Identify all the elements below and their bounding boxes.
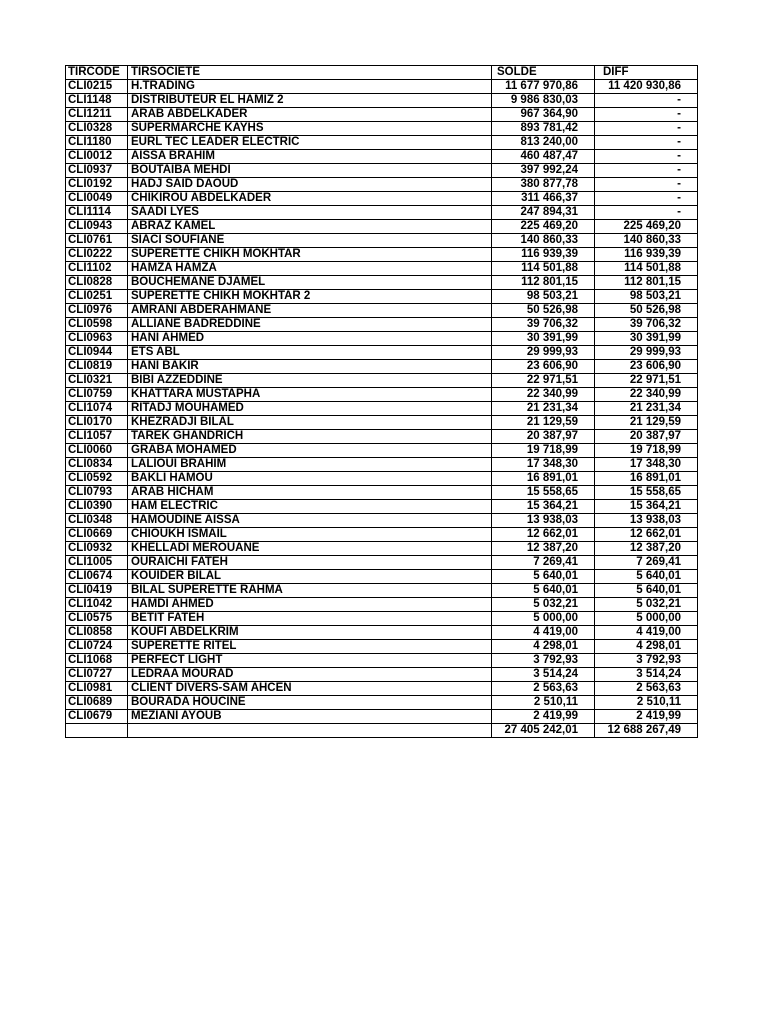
cell-solde: 17 348,30 xyxy=(492,458,595,472)
cell-name: GRABA MOHAMED xyxy=(128,444,492,458)
cell-solde: 19 718,99 xyxy=(492,444,595,458)
cell-solde: 11 677 970,86 xyxy=(492,80,595,94)
cell-solde: 4 298,01 xyxy=(492,640,595,654)
cell-diff: - xyxy=(595,206,698,220)
cell-solde: 114 501,88 xyxy=(492,262,595,276)
table-row xyxy=(66,206,698,220)
cell-name: ARAB HICHAM xyxy=(128,486,492,500)
cell-diff: - xyxy=(595,136,698,150)
cell-name: OURAICHI FATEH xyxy=(128,556,492,570)
cell-solde: 116 939,39 xyxy=(492,248,595,262)
cell-diff: 22 340,99 xyxy=(595,388,698,402)
cell-name: BIBI AZZEDDINE xyxy=(128,374,492,388)
cell-solde: 2 510,11 xyxy=(492,696,595,710)
cell-diff: 7 269,41 xyxy=(595,556,698,570)
table-row xyxy=(66,710,698,724)
cell-name: HAMDI AHMED xyxy=(128,598,492,612)
cell-code: CLI0321 xyxy=(66,374,128,388)
table-row xyxy=(66,248,698,262)
cell-code: CLI0937 xyxy=(66,164,128,178)
cell-diff: 12 662,01 xyxy=(595,528,698,542)
cell-diff: 116 939,39 xyxy=(595,248,698,262)
cell-diff: 21 129,59 xyxy=(595,416,698,430)
header-name: TIRSOCIETE xyxy=(128,66,492,80)
cell-name: CHIKIROU ABDELKADER xyxy=(128,192,492,206)
cell-name: HANI BAKIR xyxy=(128,360,492,374)
cell-code: CLI0689 xyxy=(66,696,128,710)
cell-diff: 98 503,21 xyxy=(595,290,698,304)
cell-solde: 30 391,99 xyxy=(492,332,595,346)
cell-name: CHIOUKH ISMAIL xyxy=(128,528,492,542)
cell-name: HAM ELECTRIC xyxy=(128,500,492,514)
cell-diff: 17 348,30 xyxy=(595,458,698,472)
table-row xyxy=(66,290,698,304)
cell-diff: - xyxy=(595,94,698,108)
table-row xyxy=(66,262,698,276)
cell-code: CLI0674 xyxy=(66,570,128,584)
cell-name: KOUFI ABDELKRIM xyxy=(128,626,492,640)
table-row xyxy=(66,416,698,430)
cell-code: CLI1114 xyxy=(66,206,128,220)
cell-name: SUPERMARCHE KAYHS xyxy=(128,122,492,136)
cell-name: BETIT FATEH xyxy=(128,612,492,626)
cell-solde: 12 662,01 xyxy=(492,528,595,542)
cell-diff: 4 298,01 xyxy=(595,640,698,654)
cell-name: SIACI SOUFIANE xyxy=(128,234,492,248)
cell-diff: 225 469,20 xyxy=(595,220,698,234)
cell-solde: 813 240,00 xyxy=(492,136,595,150)
table-row xyxy=(66,220,698,234)
table-row xyxy=(66,276,698,290)
cell-solde: 225 469,20 xyxy=(492,220,595,234)
cell-code: CLI0170 xyxy=(66,416,128,430)
cell-diff: 30 391,99 xyxy=(595,332,698,346)
cell-solde: 5 640,01 xyxy=(492,584,595,598)
cell-diff: 114 501,88 xyxy=(595,262,698,276)
cell-solde: 29 999,93 xyxy=(492,346,595,360)
table-row xyxy=(66,500,698,514)
cell-code: CLI0419 xyxy=(66,584,128,598)
table-row xyxy=(66,318,698,332)
cell-code: CLI0192 xyxy=(66,178,128,192)
table-row xyxy=(66,304,698,318)
cell-name: KHATTARA MUSTAPHA xyxy=(128,388,492,402)
cell-code: CLI0328 xyxy=(66,122,128,136)
cell-solde: 98 503,21 xyxy=(492,290,595,304)
cell-diff: 3 792,93 xyxy=(595,654,698,668)
cell-code: CLI0060 xyxy=(66,444,128,458)
cell-diff: 5 000,00 xyxy=(595,612,698,626)
cell-name: LEDRAA MOURAD xyxy=(128,668,492,682)
cell-name: DISTRIBUTEUR EL HAMIZ 2 xyxy=(128,94,492,108)
cell-solde: 3 514,24 xyxy=(492,668,595,682)
cell-name: ALLIANE BADREDDINE xyxy=(128,318,492,332)
table-row xyxy=(66,626,698,640)
table-row xyxy=(66,570,698,584)
cell-diff: - xyxy=(595,122,698,136)
cell-diff: 140 860,33 xyxy=(595,234,698,248)
table-row xyxy=(66,108,698,122)
cell-solde: 460 487,47 xyxy=(492,150,595,164)
table-row xyxy=(66,122,698,136)
table-row xyxy=(66,682,698,696)
cell-code: CLI0669 xyxy=(66,528,128,542)
cell-code: CLI0963 xyxy=(66,332,128,346)
cell-name: AMRANI ABDERAHMANE xyxy=(128,304,492,318)
cell-name: LALIOUI BRAHIM xyxy=(128,458,492,472)
cell-diff: 19 718,99 xyxy=(595,444,698,458)
table-row xyxy=(66,696,698,710)
cell-diff: - xyxy=(595,192,698,206)
table-row xyxy=(66,234,698,248)
cell-diff: 5 032,21 xyxy=(595,598,698,612)
cell-name: H.TRADING xyxy=(128,80,492,94)
header-solde: SOLDE xyxy=(492,66,595,80)
cell-solde: 23 606,90 xyxy=(492,360,595,374)
totals-row xyxy=(66,724,698,738)
cell-code: CLI0793 xyxy=(66,486,128,500)
cell-code: CLI1074 xyxy=(66,402,128,416)
cell-code: CLI0834 xyxy=(66,458,128,472)
cell-solde: 15 364,21 xyxy=(492,500,595,514)
cell-diff: 3 514,24 xyxy=(595,668,698,682)
table-row xyxy=(66,430,698,444)
cell-solde: 397 992,24 xyxy=(492,164,595,178)
table-row xyxy=(66,584,698,598)
cell-solde: 50 526,98 xyxy=(492,304,595,318)
table-body xyxy=(66,66,698,738)
cell-code: CLI0222 xyxy=(66,248,128,262)
cell-code: CLI0592 xyxy=(66,472,128,486)
cell-name: KHEZRADJI BILAL xyxy=(128,416,492,430)
cell-code: CLI0943 xyxy=(66,220,128,234)
cell-diff: 15 364,21 xyxy=(595,500,698,514)
cell-diff: 4 419,00 xyxy=(595,626,698,640)
cell-code: CLI0932 xyxy=(66,542,128,556)
cell-name: KOUIDER BILAL xyxy=(128,570,492,584)
cell-code: CLI1211 xyxy=(66,108,128,122)
table-row xyxy=(66,486,698,500)
table-row xyxy=(66,528,698,542)
cell-solde: 7 269,41 xyxy=(492,556,595,570)
table-row xyxy=(66,514,698,528)
cell-diff: 5 640,01 xyxy=(595,570,698,584)
cell-code: CLI0215 xyxy=(66,80,128,94)
cell-solde: 247 894,31 xyxy=(492,206,595,220)
cell-name: SAADI LYES xyxy=(128,206,492,220)
cell-code: CLI0575 xyxy=(66,612,128,626)
cell-diff: 2 419,99 xyxy=(595,710,698,724)
table-row xyxy=(66,374,698,388)
cell-diff: 2 510,11 xyxy=(595,696,698,710)
cell-diff: 39 706,32 xyxy=(595,318,698,332)
cell-code: CLI0390 xyxy=(66,500,128,514)
cell-name: SUPERETTE CHIKH MOKHTAR 2 xyxy=(128,290,492,304)
cell-diff: - xyxy=(595,178,698,192)
cell-solde: 22 971,51 xyxy=(492,374,595,388)
cell-solde: 893 781,42 xyxy=(492,122,595,136)
cell-solde: 5 000,00 xyxy=(492,612,595,626)
cell-solde: 21 231,34 xyxy=(492,402,595,416)
cell-diff: 20 387,97 xyxy=(595,430,698,444)
cell-diff: 50 526,98 xyxy=(595,304,698,318)
table-row xyxy=(66,640,698,654)
cell-diff: - xyxy=(595,164,698,178)
cell-code: CLI0981 xyxy=(66,682,128,696)
cell-code: CLI0598 xyxy=(66,318,128,332)
cell-code: CLI0348 xyxy=(66,514,128,528)
cell-name: TAREK GHANDRICH xyxy=(128,430,492,444)
table-row xyxy=(66,444,698,458)
cell-diff: 2 563,63 xyxy=(595,682,698,696)
cell-solde: 13 938,03 xyxy=(492,514,595,528)
table-row xyxy=(66,332,698,346)
cell-code: CLI0828 xyxy=(66,276,128,290)
cell-code: CLI0819 xyxy=(66,360,128,374)
table-row xyxy=(66,94,698,108)
cell-code: CLI0251 xyxy=(66,290,128,304)
cell-code: CLI0759 xyxy=(66,388,128,402)
cell-name: HAMZA HAMZA xyxy=(128,262,492,276)
cell-code: CLI1042 xyxy=(66,598,128,612)
table-row xyxy=(66,346,698,360)
cell-diff: 23 606,90 xyxy=(595,360,698,374)
table-row xyxy=(66,472,698,486)
cell-code: CLI1180 xyxy=(66,136,128,150)
cell-diff: 12 387,20 xyxy=(595,542,698,556)
totals-blank-code xyxy=(66,724,128,738)
cell-code: CLI0012 xyxy=(66,150,128,164)
cell-solde: 5 640,01 xyxy=(492,570,595,584)
cell-diff: 16 891,01 xyxy=(595,472,698,486)
cell-solde: 112 801,15 xyxy=(492,276,595,290)
cell-solde: 12 387,20 xyxy=(492,542,595,556)
cell-code: CLI0858 xyxy=(66,626,128,640)
cell-solde: 2 563,63 xyxy=(492,682,595,696)
cell-name: HANI AHMED xyxy=(128,332,492,346)
cell-diff: - xyxy=(595,150,698,164)
cell-name: HAMOUDINE AISSA xyxy=(128,514,492,528)
cell-name: PERFECT LIGHT xyxy=(128,654,492,668)
cell-name: RITADJ MOUHAMED xyxy=(128,402,492,416)
cell-solde: 5 032,21 xyxy=(492,598,595,612)
cell-name: ETS ABL xyxy=(128,346,492,360)
client-balance-table xyxy=(65,65,698,738)
cell-diff: 15 558,65 xyxy=(595,486,698,500)
table-row xyxy=(66,668,698,682)
cell-name: MEZIANI AYOUB xyxy=(128,710,492,724)
cell-code: CLI0761 xyxy=(66,234,128,248)
table-row xyxy=(66,402,698,416)
cell-diff: 22 971,51 xyxy=(595,374,698,388)
table-row xyxy=(66,612,698,626)
cell-name: BOURADA HOUCINE xyxy=(128,696,492,710)
total-diff: 12 688 267,49 xyxy=(595,724,698,738)
cell-name: ARAB ABDELKADER xyxy=(128,108,492,122)
cell-code: CLI1068 xyxy=(66,654,128,668)
cell-name: EURL TEC LEADER ELECTRIC xyxy=(128,136,492,150)
table-row xyxy=(66,556,698,570)
cell-code: CLI0944 xyxy=(66,346,128,360)
cell-solde: 4 419,00 xyxy=(492,626,595,640)
cell-name: AISSA BRAHIM xyxy=(128,150,492,164)
table-row xyxy=(66,150,698,164)
cell-diff: 21 231,34 xyxy=(595,402,698,416)
table-row xyxy=(66,164,698,178)
cell-name: SUPERETTE CHIKH MOKHTAR xyxy=(128,248,492,262)
cell-solde: 3 792,93 xyxy=(492,654,595,668)
cell-solde: 20 387,97 xyxy=(492,430,595,444)
cell-code: CLI0976 xyxy=(66,304,128,318)
cell-solde: 39 706,32 xyxy=(492,318,595,332)
cell-solde: 967 364,90 xyxy=(492,108,595,122)
cell-code: CLI1102 xyxy=(66,262,128,276)
cell-code: CLI0679 xyxy=(66,710,128,724)
cell-diff: 13 938,03 xyxy=(595,514,698,528)
table-row xyxy=(66,654,698,668)
cell-name: BOUCHEMANE DJAMEL xyxy=(128,276,492,290)
header-row xyxy=(66,66,698,80)
table-row xyxy=(66,542,698,556)
cell-solde: 16 891,01 xyxy=(492,472,595,486)
cell-name: KHELLADI MEROUANE xyxy=(128,542,492,556)
cell-code: CLI0727 xyxy=(66,668,128,682)
cell-name: HADJ SAID DAOUD xyxy=(128,178,492,192)
cell-code: CLI1005 xyxy=(66,556,128,570)
cell-diff: 29 999,93 xyxy=(595,346,698,360)
cell-diff: 5 640,01 xyxy=(595,584,698,598)
cell-solde: 21 129,59 xyxy=(492,416,595,430)
table-row xyxy=(66,192,698,206)
cell-solde: 140 860,33 xyxy=(492,234,595,248)
cell-diff: 11 420 930,86 xyxy=(595,80,698,94)
cell-name: BILAL SUPERETTE RAHMA xyxy=(128,584,492,598)
cell-name: ABRAZ KAMEL xyxy=(128,220,492,234)
totals-blank-name xyxy=(128,724,492,738)
cell-name: CLIENT DIVERS-SAM AHCEN xyxy=(128,682,492,696)
cell-solde: 15 558,65 xyxy=(492,486,595,500)
header-code: TIRCODE xyxy=(66,66,128,80)
cell-code: CLI0049 xyxy=(66,192,128,206)
cell-solde: 311 466,37 xyxy=(492,192,595,206)
cell-code: CLI1057 xyxy=(66,430,128,444)
cell-diff: - xyxy=(595,108,698,122)
cell-code: CLI0724 xyxy=(66,640,128,654)
table-row xyxy=(66,360,698,374)
table-row xyxy=(66,178,698,192)
table-row xyxy=(66,80,698,94)
table-row xyxy=(66,388,698,402)
cell-solde: 22 340,99 xyxy=(492,388,595,402)
cell-name: BAKLI HAMOU xyxy=(128,472,492,486)
header-diff: DIFF xyxy=(595,66,698,80)
total-solde: 27 405 242,01 xyxy=(492,724,595,738)
cell-code: CLI1148 xyxy=(66,94,128,108)
cell-name: BOUTAIBA MEHDI xyxy=(128,164,492,178)
cell-name: SUPERETTE RITEL xyxy=(128,640,492,654)
table-row xyxy=(66,598,698,612)
cell-solde: 2 419,99 xyxy=(492,710,595,724)
table-row xyxy=(66,458,698,472)
cell-solde: 9 986 830,03 xyxy=(492,94,595,108)
cell-solde: 380 877,78 xyxy=(492,178,595,192)
cell-diff: 112 801,15 xyxy=(595,276,698,290)
table-row xyxy=(66,136,698,150)
